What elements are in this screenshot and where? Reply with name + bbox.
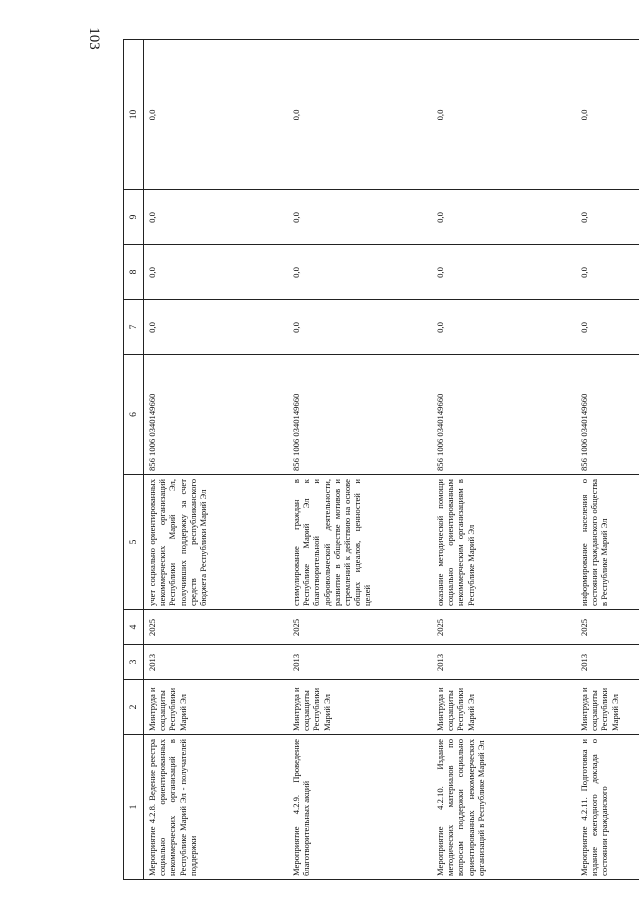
value-cell: 0,0	[576, 40, 639, 190]
rotated-page	[123, 40, 630, 880]
table-row	[576, 40, 639, 880]
value-cell: 0,0	[432, 300, 576, 355]
value-cell: 0,0	[288, 40, 432, 190]
column-header: 5	[124, 475, 144, 610]
page-number: 103	[85, 27, 102, 50]
column-header: 4	[124, 610, 144, 645]
value-cell: 0,0	[144, 300, 289, 355]
value-cell: 0,0	[576, 300, 639, 355]
responsible-executor: Минтруда и соцзащиты Республики Марий Эл	[144, 680, 289, 735]
responsible-executor: Минтруда и соцзащиты Республики Марий Эл	[288, 680, 432, 735]
value-cell: 0,0	[576, 245, 639, 300]
value-cell: 0,0	[288, 245, 432, 300]
column-header: 6	[124, 355, 144, 475]
start-year: 2013	[288, 645, 432, 680]
value-cell: 0,0	[288, 190, 432, 245]
column-header: 10	[124, 40, 144, 190]
value-cell: 0,0	[288, 300, 432, 355]
budget-code: 856 1006 0340149660	[432, 355, 576, 475]
responsible-executor: Минтруда и соцзащиты Республики Марий Эл	[432, 680, 576, 735]
value-cell: 0,0	[432, 190, 576, 245]
header-row	[124, 40, 144, 880]
table-row	[432, 40, 576, 880]
expected-result: оказание методической помощи социально ориентированным некоммерческим организациям в Республике Марий Эл	[432, 475, 576, 610]
expected-result: информирование населения о состоянии гражданского общества в Республике Марий Эл	[576, 475, 639, 610]
value-cell: 0,0	[432, 245, 576, 300]
budget-code: 856 1006 0340149660	[576, 355, 639, 475]
start-year: 2013	[144, 645, 289, 680]
measure-name: Мероприятие 4.2.8. Ведение реестра социально ориентированных некоммерческих организаций в Республике Марий Эл - получателей поддержки	[144, 735, 289, 880]
expected-result: стимулирование граждан в Республике Марий Эл к благотворительной и добровольческой деятельности, развитие в обществе мотивов и стремлений к действию на основе общих идеалов, ценностей и целей	[288, 475, 432, 610]
value-cell: 0,0	[432, 40, 576, 190]
end-year: 2025	[288, 610, 432, 645]
responsible-executor: Минтруда и соцзащиты Республики Марий Эл	[576, 680, 639, 735]
column-header: 9	[124, 190, 144, 245]
column-header: 1	[124, 735, 144, 880]
column-header: 7	[124, 300, 144, 355]
end-year: 2025	[432, 610, 576, 645]
program-measures-table	[123, 39, 639, 880]
value-cell: 0,0	[144, 190, 289, 245]
start-year: 2013	[576, 645, 639, 680]
measure-name: Мероприятие 4.2.11. Подготовка и издание ежегодного доклада о состоянии гражданского	[576, 735, 639, 880]
measure-name: Мероприятие 4.2.9. Проведение благотворительных акций	[288, 735, 432, 880]
measure-name: Мероприятие 4.2.10. Издание методических материалов по вопросам поддержки социально ориентированных некоммерческих организаций в Республике Марий Эл	[432, 735, 576, 880]
budget-code: 856 1006 0340149660	[288, 355, 432, 475]
column-header: 2	[124, 680, 144, 735]
end-year: 2025	[576, 610, 639, 645]
value-cell: 0,0	[144, 245, 289, 300]
column-header: 3	[124, 645, 144, 680]
table-row	[288, 40, 432, 880]
column-header: 8	[124, 245, 144, 300]
value-cell: 0,0	[576, 190, 639, 245]
start-year: 2013	[432, 645, 576, 680]
table-row	[144, 40, 289, 880]
end-year: 2025	[144, 610, 289, 645]
budget-code: 856 1006 0340149660	[144, 355, 289, 475]
expected-result: учет социально ориентированных некоммерческих организаций Республики Марий Эл, получивших поддержку за счет средств республиканского бюджета Республики Марий Эл	[144, 475, 289, 610]
value-cell: 0,0	[144, 40, 289, 190]
